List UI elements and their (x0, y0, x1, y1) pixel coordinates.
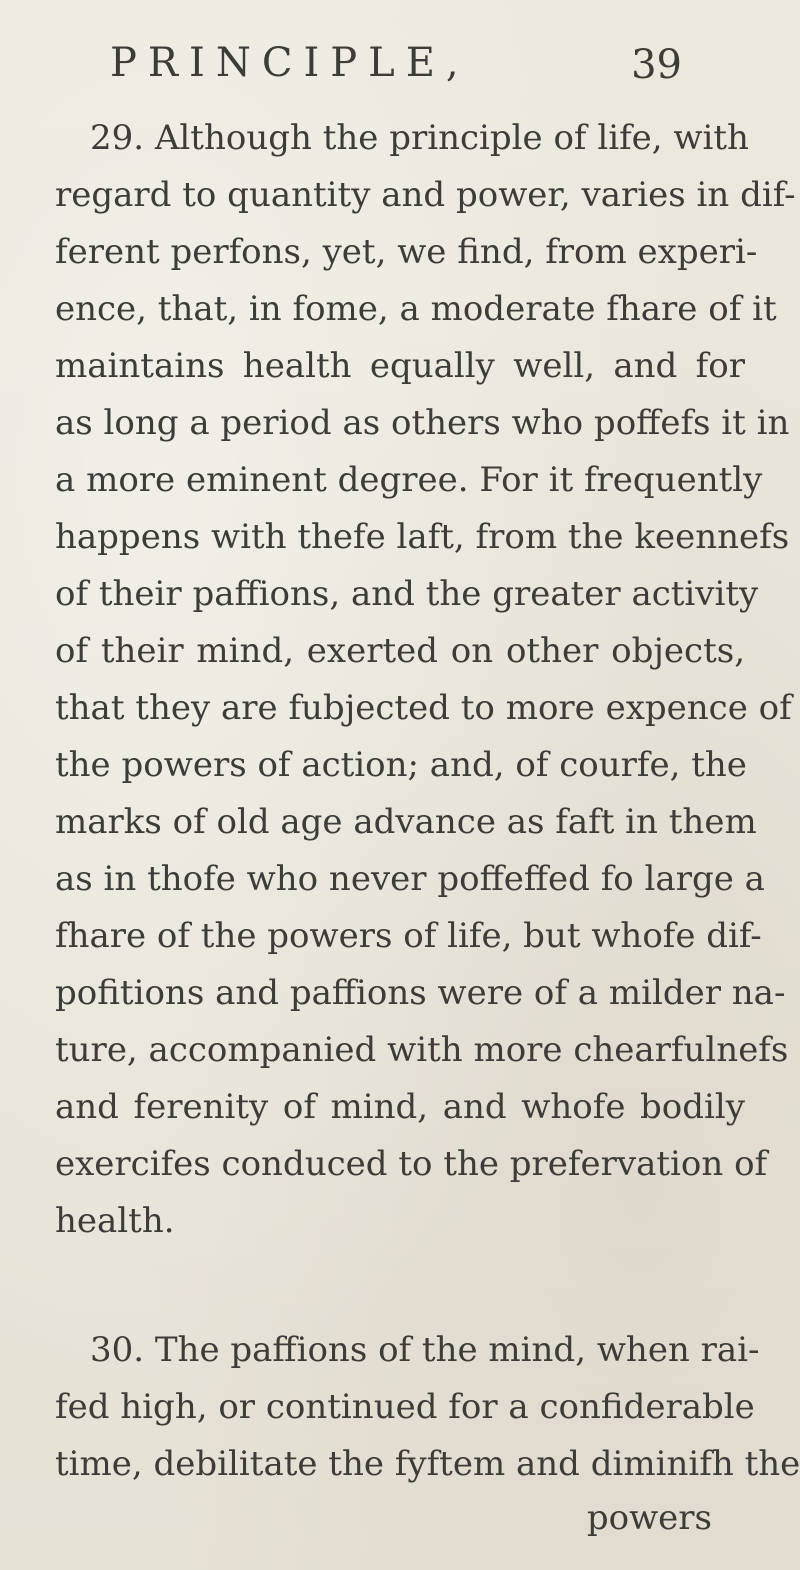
text-line: exercifes conduced to the prefervation of (55, 1144, 768, 1184)
running-title: PRINCIPLE, (110, 40, 470, 86)
text-line: of their mind, exerted on other objects, (55, 631, 745, 671)
text-line: ence, that, in fome, a moderate fhare of it (55, 289, 777, 329)
text-line: maintains health equally well, and for (55, 346, 745, 386)
body-text (55, 110, 800, 1493)
text-line: of their paffions, and the greater activity (55, 574, 759, 614)
paragraph-30 (55, 1322, 800, 1493)
text-line: marks of old age advance as faft in them (55, 802, 757, 842)
text-line: as long a period as others who poffefs it in (55, 403, 790, 443)
text-line: a more eminent degree. For it frequently (55, 460, 763, 500)
text-line: ture, accompanied with more chearfulnefs (55, 1030, 789, 1070)
text-line: pofitions and paffions were of a milder na- (55, 973, 786, 1013)
text-line: 30. The paffions of the mind, when rai- (90, 1330, 760, 1370)
paragraph-spacer (55, 1250, 745, 1322)
text-line: fhare of the powers of life, but whofe dif- (55, 916, 762, 956)
text-line: regard to quantity and power, varies in dif- (55, 175, 796, 215)
text-line: happens with thefe laft, from the keennefs (55, 517, 790, 557)
text-line: fed high, or continued for a confiderable (55, 1387, 755, 1427)
text-line: as in thofe who never poffeffed fo large a (55, 859, 765, 899)
text-line: health. (55, 1201, 175, 1241)
catchword: powers (586, 1498, 712, 1538)
text-line: and ferenity of mind, and whofe bodily (55, 1087, 745, 1127)
text-line: the powers of action; and, of courfe, the (55, 745, 747, 785)
text-line: that they are fubjected to more expence of (55, 688, 792, 728)
paragraph-29 (55, 110, 796, 1250)
text-line: time, debilitate the fyftem and diminifh the (55, 1444, 800, 1484)
text-line: 29. Although the principle of life, with (90, 118, 749, 158)
text-line: ferent perfons, yet, we find, from experi- (55, 232, 758, 272)
page-number: 39 (631, 42, 682, 88)
